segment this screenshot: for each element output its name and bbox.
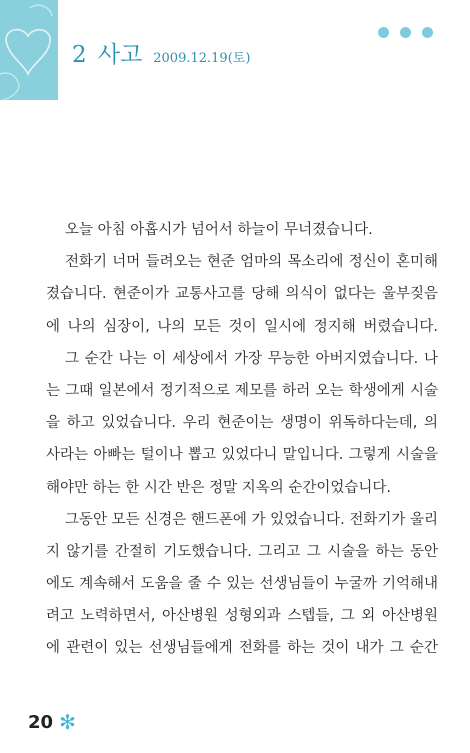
text-line: 그동안 모든 신경은 핸드폰에 가 있었습니다. 전화기가 울리	[65, 511, 439, 528]
text-line: 해야만 하는 한 시간 반은 정말 지옥의 순간이었습니다.	[46, 479, 392, 496]
dot-icon	[422, 27, 433, 38]
text-line: 졌습니다. 현준이가 교통사고를 당해 의식이 없다는 울부짖음	[46, 286, 438, 303]
chapter-title: 사고	[97, 42, 143, 68]
body-text	[46, 214, 438, 665]
chapter-heading	[72, 36, 250, 69]
text-line: 에 관련이 있는 선생님들에게 전화를 하는 것이 내가 그 순간	[46, 640, 438, 657]
text-line: 오늘 아침 아홉시가 넘어서 하늘이 무너졌습니다.	[65, 222, 373, 238]
dot-icon	[378, 27, 389, 38]
text-line: 지 않기를 간절히 기도했습니다. 그리고 그 시술을 하는 동안	[46, 543, 438, 560]
corner-decoration	[0, 0, 58, 100]
text-line: 전화기 너머 들려오는 현준 엄마의 목소리에 정신이 혼미해	[65, 254, 438, 271]
text-line: 에도 계속해서 도움을 줄 수 있는 선생님들이 누굴까 기억해내	[46, 576, 438, 593]
text-line: 에 나의 심장이, 나의 모든 것이 일시에 정지해 버렸습니다.	[46, 318, 438, 335]
heart-pattern-icon	[0, 0, 58, 100]
chapter-number: 2	[72, 42, 87, 68]
text-line: 사라는 아빠는 털이나 뽑고 있었다니 말입니다. 그렇게 시술을	[46, 447, 438, 464]
page-number: 20	[28, 711, 54, 733]
decorative-dots	[378, 27, 433, 38]
dot-icon	[400, 27, 411, 38]
page-footer	[28, 710, 76, 734]
text-line: 을 하고 있었습니다. 우리 현준이는 생명이 위독하다는데, 의	[46, 415, 438, 432]
chapter-date: 2009.12.19(토)	[153, 51, 251, 66]
asterisk-icon: ✻	[59, 710, 76, 734]
text-line: 는 그때 일본에서 정기적으로 제모를 하러 오는 학생에게 시술	[46, 382, 438, 399]
text-line: 려고 노력하면서, 아산병원 성형외과 스텝들, 그 외 아산병원	[46, 608, 438, 625]
text-line: 그 순간 나는 이 세상에서 가장 무능한 아버지였습니다. 나	[65, 350, 438, 367]
